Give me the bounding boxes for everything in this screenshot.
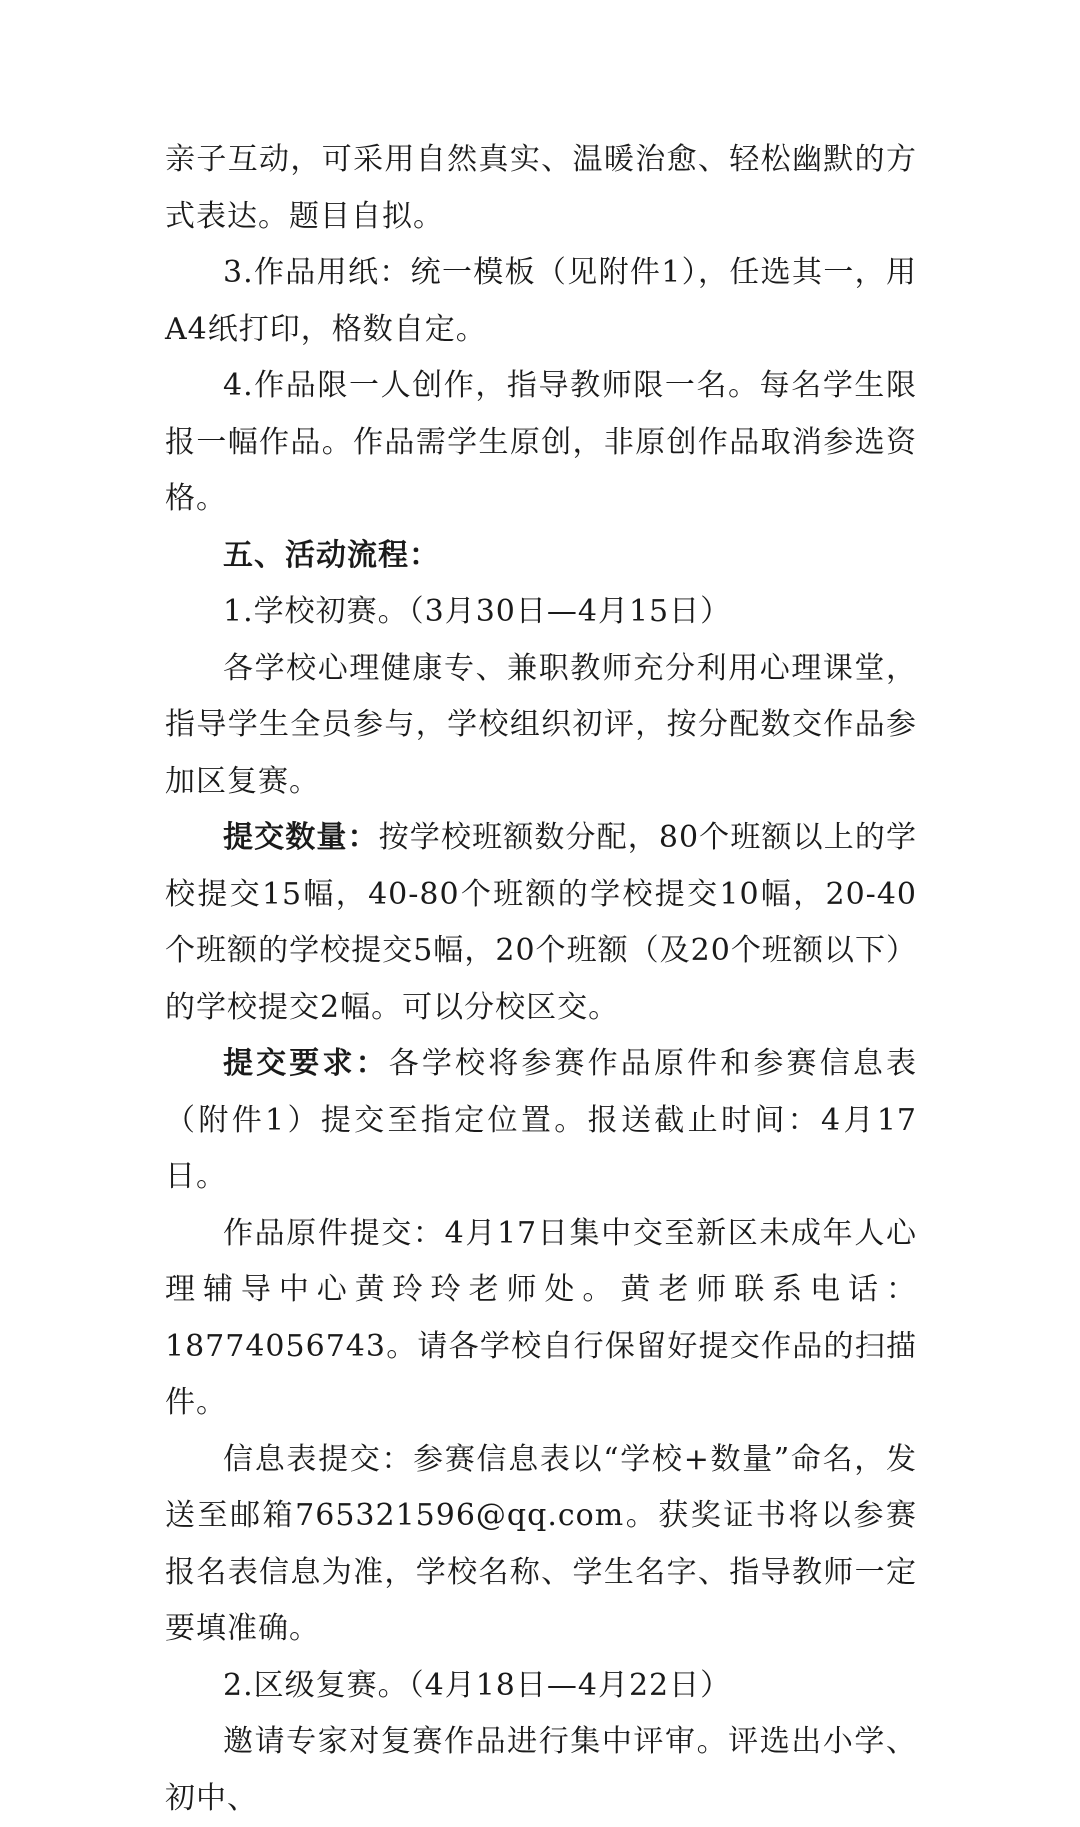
paragraph-text: 4.作品限一人创作，指导教师限一名。每名学生限报一幅作品。作品需学生原创，非原创作品取消参选资格。 (165, 368, 917, 516)
paragraph-expert-review (165, 1714, 917, 1827)
paragraph-lead: 提交要求： (223, 1046, 389, 1081)
document-body (165, 132, 917, 1827)
section-heading-text: 五、活动流程： (223, 537, 440, 573)
paragraph-continuation (165, 132, 917, 245)
paragraph-text: 各学校将参赛作品原件和参赛信息表（附件1）提交至指定位置。报送截止时间：4月17日。 (165, 1046, 917, 1194)
section-heading (165, 528, 917, 585)
paragraph-paper-requirement (165, 245, 917, 358)
paragraph-info-form-submission (165, 1432, 917, 1658)
paragraph-text: 信息表提交：参赛信息表以“学校+数量”命名，发送至邮箱765321596@qq.com。获奖证书将以参赛报名表信息为准，学校名称、学生名字、指导教师一定要填准确。 (165, 1441, 917, 1646)
paragraph-teacher-guidance (165, 641, 917, 811)
paragraph-text: 各学校心理健康专、兼职教师充分利用心理课堂，指导学生全员参与，学校组织初评，按分配数交作品参加区复赛。 (165, 650, 917, 799)
paragraph-text: 按学校班额数分配，80个班额以上的学校提交15幅，40-80个班额的学校提交10幅，20-40个班额的学校提交5幅，20个班额（及20个班额以下）的学校提交2幅。可以分校区交。 (165, 820, 917, 1025)
paragraph-text: 2.区级复赛。（4月18日—4月22日） (223, 1667, 732, 1703)
paragraph-text: 3.作品用纸：统一模板（见附件1），任选其一，用A4纸打印，格数自定。 (165, 255, 917, 347)
paragraph-school-preliminary (165, 584, 917, 641)
paragraph-district-semifinal (165, 1658, 917, 1715)
paragraph-text: 1.学校初赛。（3月30日—4月15日） (223, 594, 732, 629)
paragraph-text: 亲子互动，可采用自然真实、温暖治愈、轻松幽默的方式表达。题目自拟。 (165, 142, 917, 234)
paragraph-lead: 提交数量： (223, 820, 379, 855)
paragraph-author-limit (165, 358, 917, 528)
paragraph-text: 作品原件提交：4月17日集中交至新区未成年人心理辅导中心黄玲玲老师处。黄老师联系电话：18774056743。请各学校自行保留好提交作品的扫描件。 (165, 1215, 917, 1420)
paragraph-original-submission (165, 1206, 917, 1432)
paragraph-submission-requirements (165, 1036, 917, 1206)
paragraph-submission-quantity (165, 810, 917, 1036)
paragraph-text: 邀请专家对复赛作品进行集中评审。评选出小学、初中、 (165, 1724, 917, 1816)
